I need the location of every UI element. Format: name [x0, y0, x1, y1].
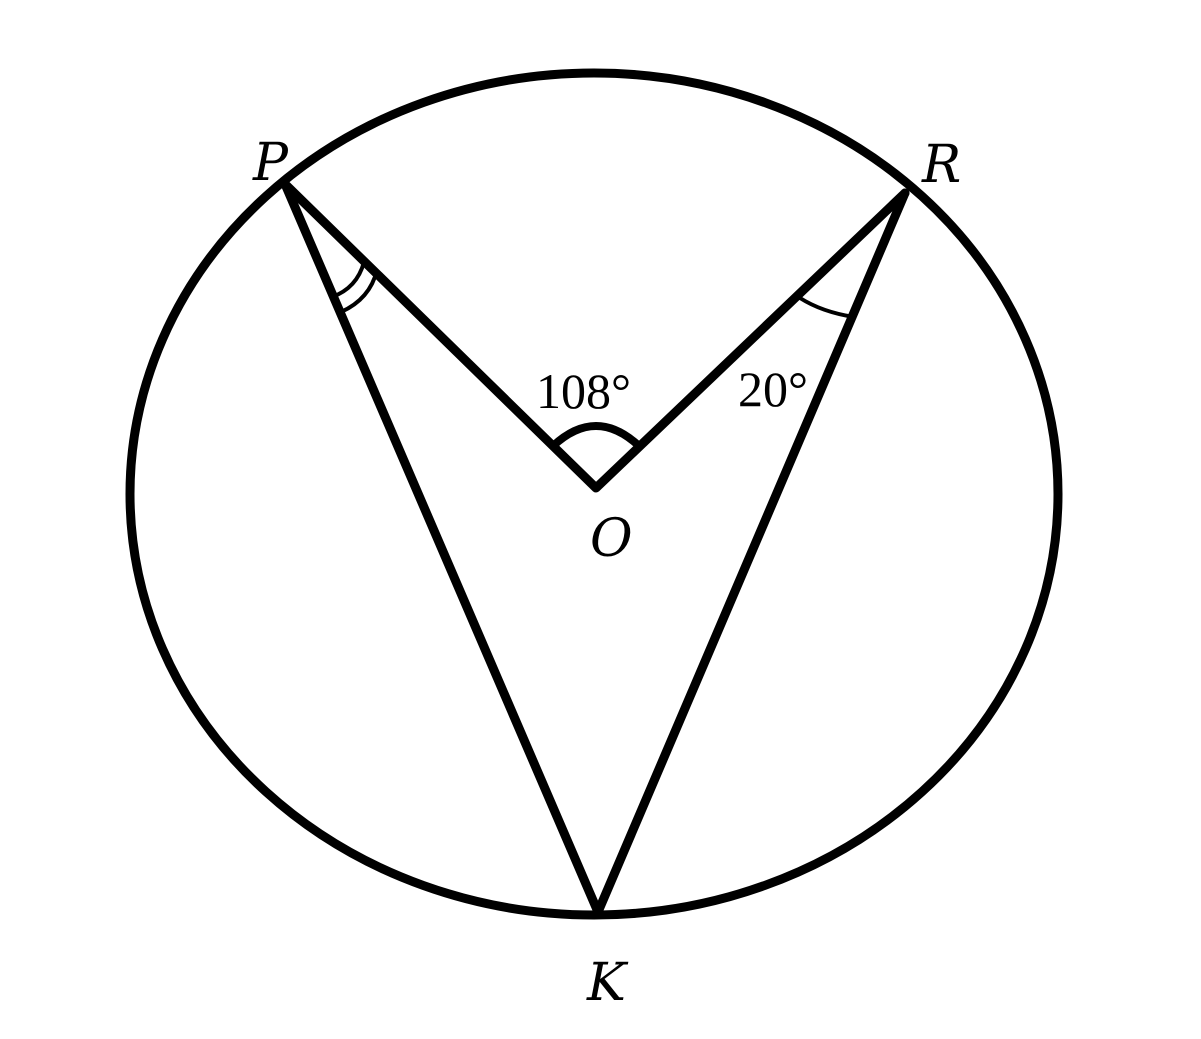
circle-outline [130, 73, 1058, 915]
chord-pk [285, 184, 598, 912]
label-angle-108: 108° [536, 363, 631, 419]
label-r: R [922, 135, 962, 195]
label-o: O [590, 509, 633, 569]
chord-rk [598, 193, 905, 912]
angle-arc-p-inner [332, 262, 364, 297]
label-k: K [587, 953, 626, 1013]
radius-op-or [285, 184, 905, 488]
label-p: P [253, 133, 288, 193]
angle-arc-o [553, 426, 639, 446]
label-angle-20: 20° [738, 361, 808, 417]
angle-arc-r [800, 298, 854, 317]
